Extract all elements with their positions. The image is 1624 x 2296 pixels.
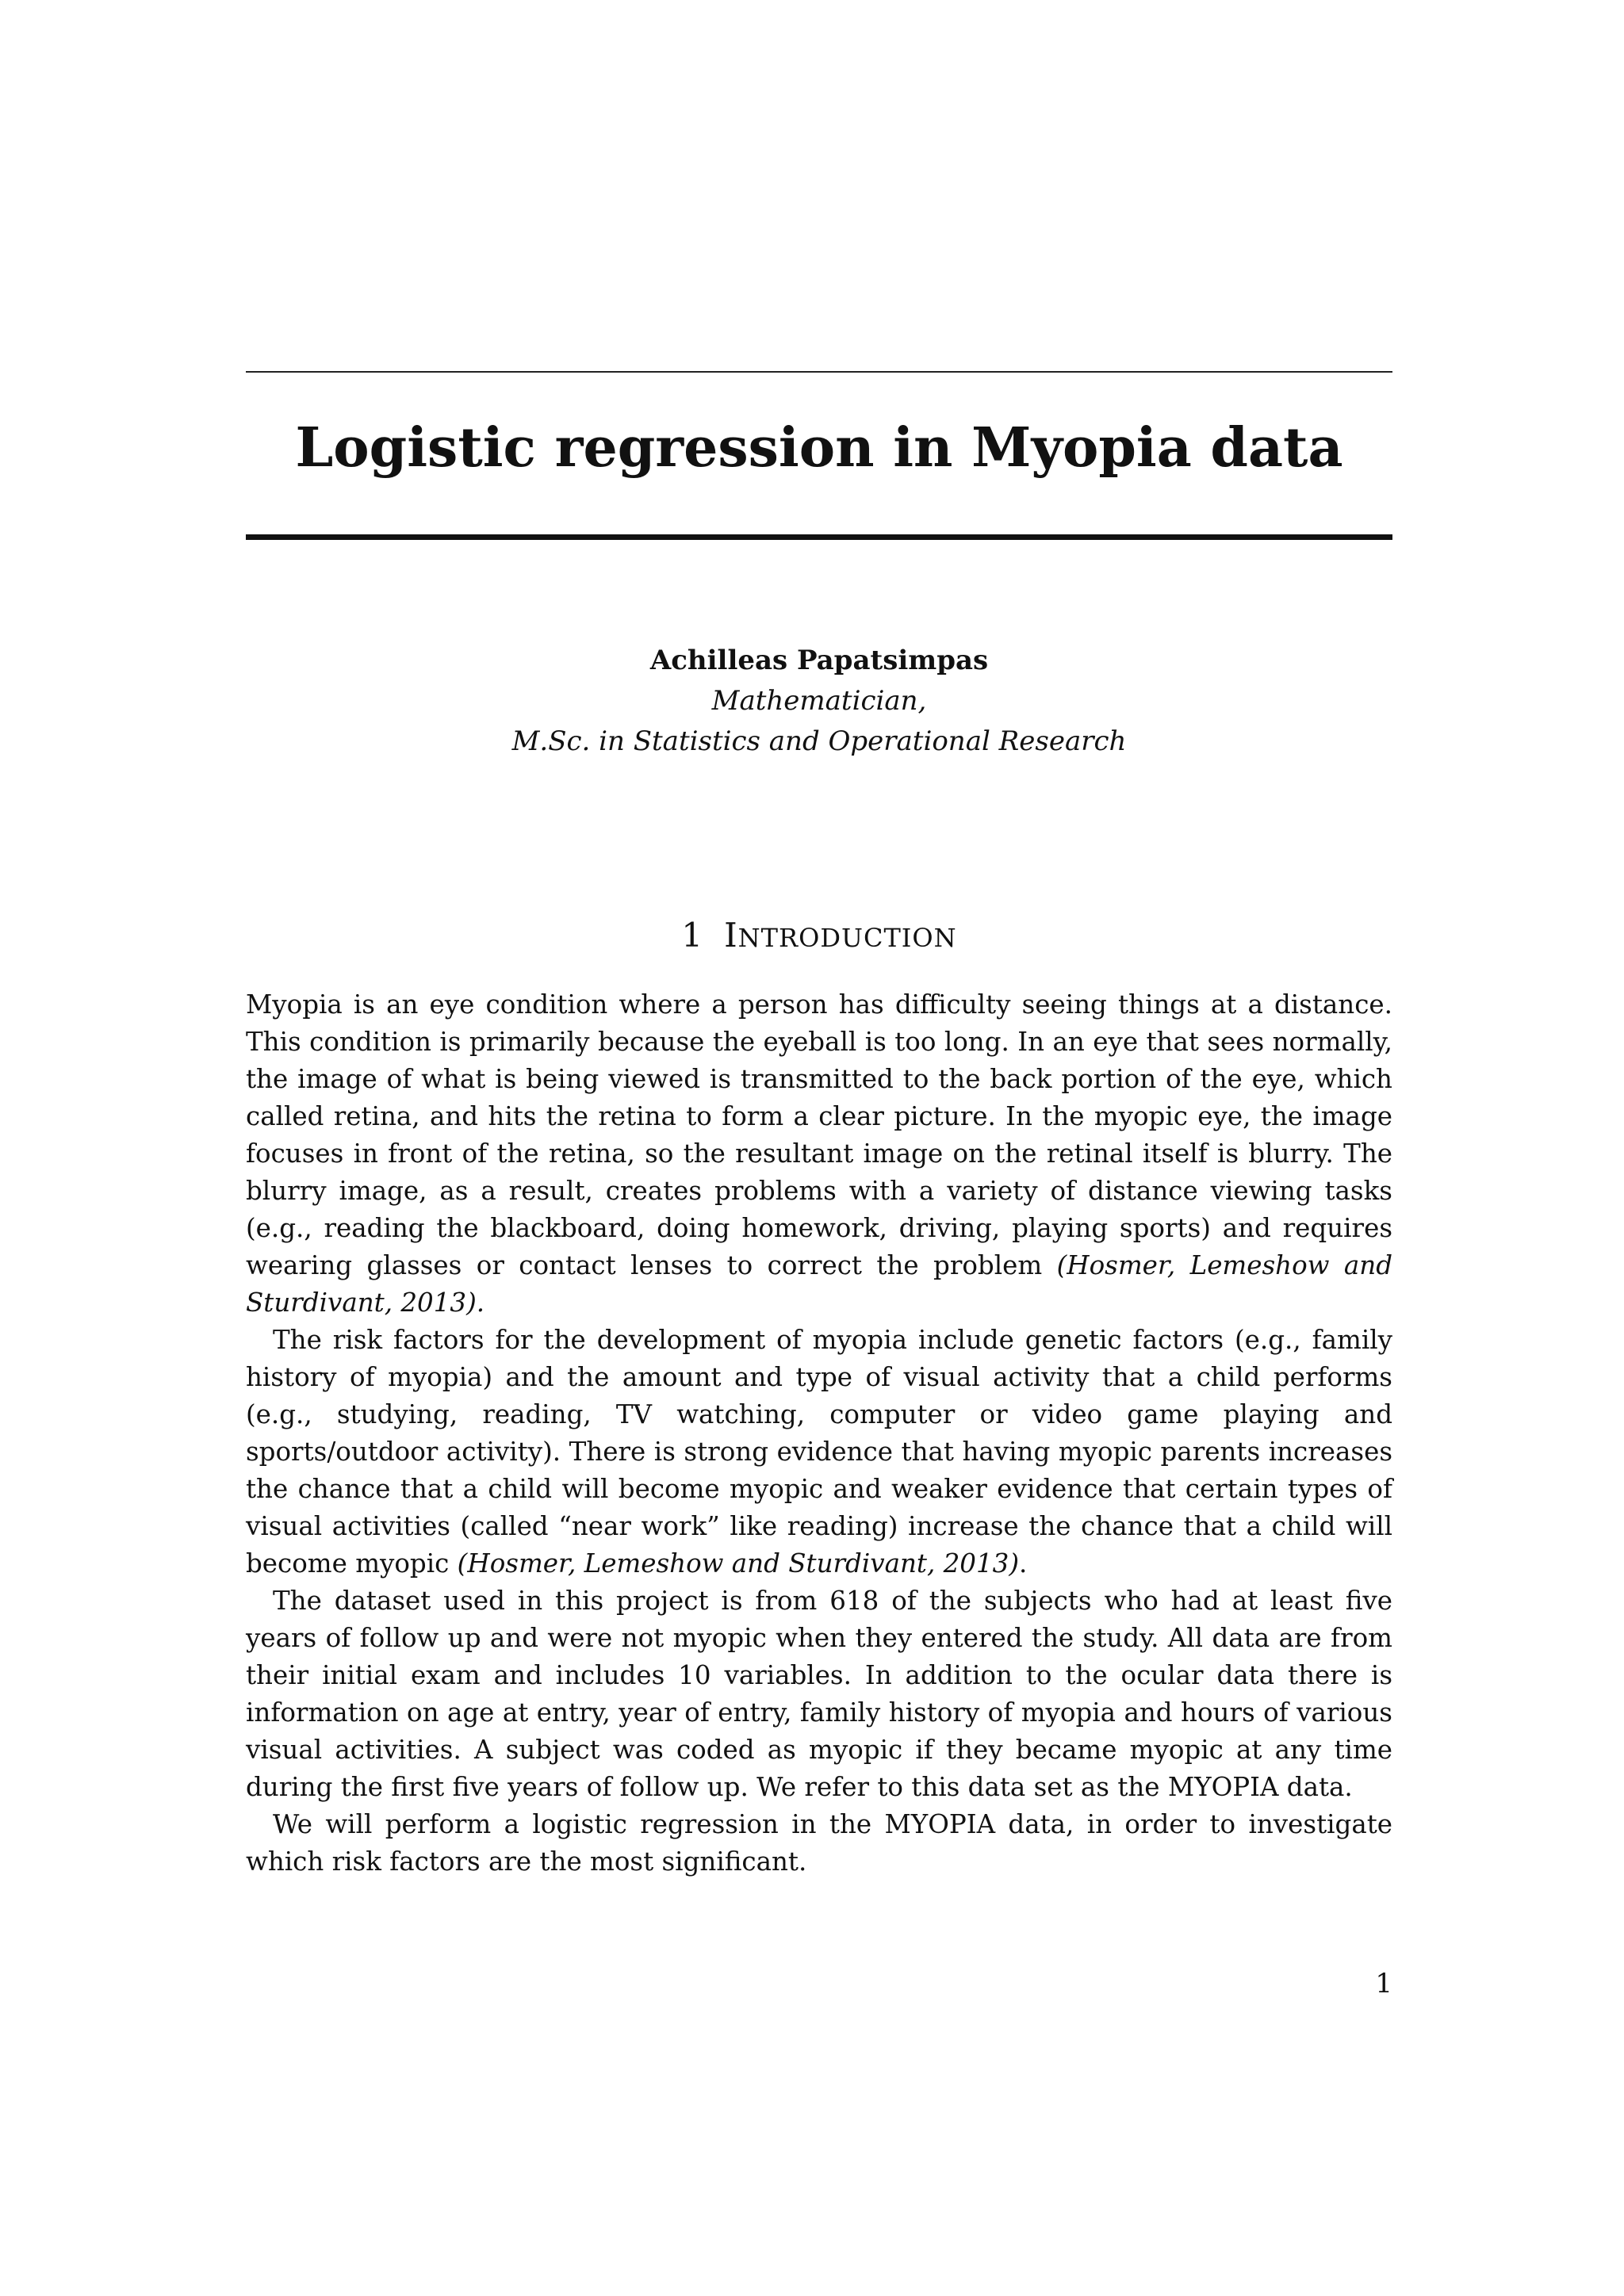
title-bottom-rule bbox=[246, 534, 1392, 540]
author-name: Achilleas Papatsimpas bbox=[649, 645, 989, 676]
paragraph-4 bbox=[246, 1806, 1392, 1881]
page-number: 1 bbox=[1375, 1968, 1392, 1999]
paragraph-4-text: We will perform a logistic regression in the MYOPIA data, in order to investigate which risk factors are the most significant. bbox=[246, 1809, 1392, 1877]
paragraph-2-after: . bbox=[1019, 1548, 1028, 1578]
section-title-rest: NTRODUCTION bbox=[737, 923, 957, 953]
paragraph-1 bbox=[246, 986, 1392, 1322]
section-number: 1 bbox=[681, 916, 704, 955]
author-affiliation-1: Mathematician, bbox=[711, 685, 927, 717]
section-heading-introduction bbox=[246, 912, 1392, 962]
paragraph-3 bbox=[246, 1582, 1392, 1806]
paragraph-2-text: The risk factors for the development of myopia include genetic factors (e.g., family history of myopia) and the amount and type of visual activity that a child performs (e.g., studying, reading, TV watching, computer or video game playing and sports/outdoor activity). There is strong evidence that having myopic parents increases the chance that a child will become myopic and weaker evidence that certain types of visual activities (called “near work” like reading) increase the chance that a child will become myopic bbox=[246, 1325, 1392, 1578]
author-block bbox=[246, 641, 1392, 762]
paragraph-3-text: The dataset used in this project is from 618 of the subjects who had at least five years of follow up and were not myopic when they entered the study. All data are from their initial exam and includes 10 variables. In addition to the ocular data there is information on age at entry, year of entry, family history of myopia and hours of various visual activities. A subject was coded as myopic if they became myopic at any time during the first five years of follow up. We refer to this data set as the MYOPIA data. bbox=[246, 1586, 1392, 1802]
paper-title: Logistic regression in Myopia data bbox=[295, 416, 1343, 480]
paragraph-1-text: Myopia is an eye condition where a person has difficulty seeing things at a distance. This condition is primarily because the eyeball is too long. In an eye that sees normally, the image of what is being viewed is transmitted to the back portion of the eye, which called retina, and hits the retina to form a clear picture. In the myopic eye, the image focuses in front of the retina, so the resultant image on the retinal itself is blurry. The blurry image, as a result, creates problems with a variety of distance viewing tasks (e.g., reading the blackboard, doing homework, driving, playing sports) and requires wearing glasses or contact lenses to correct the problem bbox=[246, 989, 1392, 1280]
section-title-initial: I bbox=[724, 916, 738, 955]
paragraph-1-citation: (Hosmer, Lemeshow and Sturdivant, 2013). bbox=[246, 1250, 1392, 1318]
paragraph-2 bbox=[246, 1322, 1392, 1582]
author-affiliation-2: M.Sc. in Statistics and Operational Research bbox=[511, 725, 1127, 757]
section-body bbox=[246, 986, 1392, 1881]
paragraph-2-citation: (Hosmer, Lemeshow and Sturdivant, 2013) bbox=[457, 1548, 1020, 1578]
title-top-rule bbox=[246, 371, 1392, 373]
